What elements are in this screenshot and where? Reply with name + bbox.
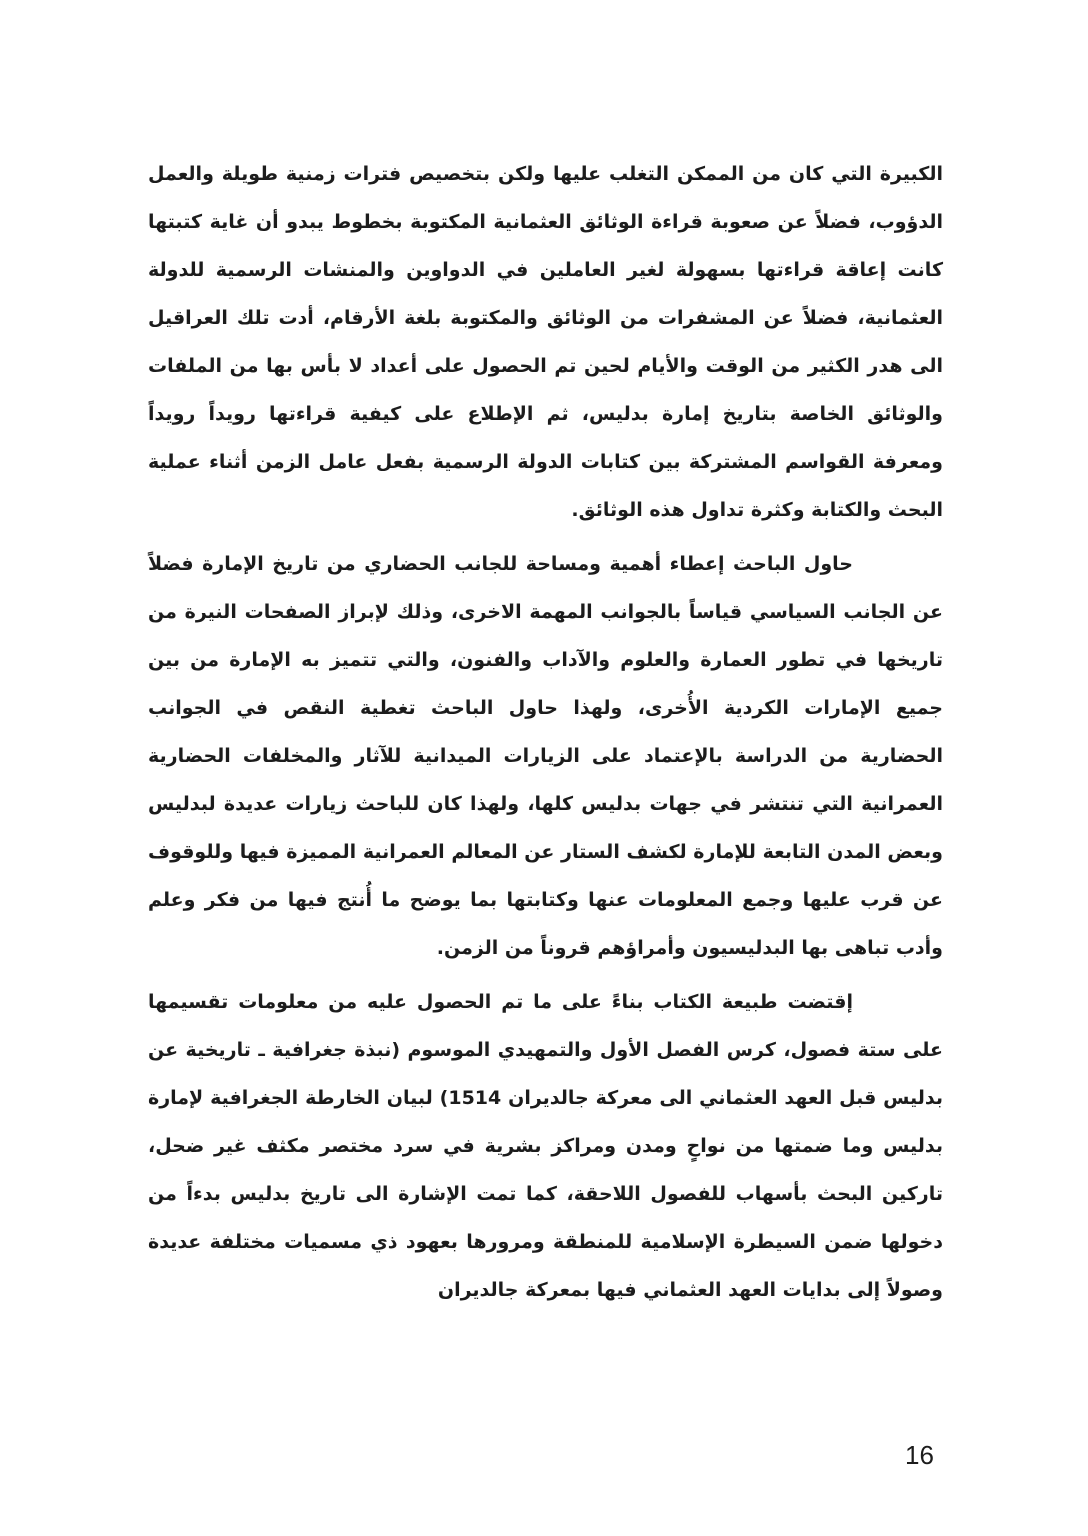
body-text — [148, 150, 943, 1314]
paragraph-1: الكبيرة التي كان من الممكن التغلب عليها ولكن بتخصيص فترات زمنية طويلة والعمل الدؤوب، فضلاً عن صعوبة قراءة الوثائق العثمانية المكتوبة بخطوط يبدو أن غاية كتبتها كانت إعاقة قراءتها بسهولة لغير العاملين في الدواوين والمنشات الرسمية للدولة العثمانية، فضلاً عن المشفرات من الوثائق والمكتوبة بلغة الأرقام، أدت تلك العراقيل الى هدر الكثير من الوقت والأيام لحين تم الحصول على أعداد لا بأس بها من الملفات والوثائق الخاصة بتاريخ إمارة بدليس، ثم الإطلاع على كيفية قراءتها رويداً رويداً ومعرفة القواسم المشتركة بين كتابات الدولة الرسمية بفعل عامل الزمن أثناء عملية البحث والكتابة وكثرة تداول هذه الوثائق. — [148, 163, 943, 521]
page-number: 16 — [905, 1440, 934, 1470]
paragraph-3: إقتضت طبيعة الكتاب بناءً على ما تم الحصول عليه من معلومات تقسيمها على ستة فصول، كرس الفصل الأول والتمهيدي الموسوم (نبذة جغرافية ـ تاريخية عن بدليس قبل العهد العثماني الى معركة جالديران 1514) لبيان الخارطة الجغرافية لإمارة بدليس وما ضمتها من نواحٍ ومدن ومراكز بشرية في سرد مختصر مكثف غير ضحل، تاركين البحث بأسهاب للفصول اللاحقة، كما تمت الإشارة الى تاريخ بدليس بدءاً من دخولها ضمن السيطرة الإسلامية للمنطقة ومرورها بعهود ذي مسميات مختلفة عديدة وصولاً إلى بدايات العهد العثماني فيها بمعركة جالديران — [148, 991, 943, 1301]
paragraph-2: حاول الباحث إعطاء أهمية ومساحة للجانب الحضاري من تاريخ الإمارة فضلاً عن الجانب السياسي قياساً بالجوانب المهمة الاخرى، وذلك لإبراز الصفحات النيرة من تاريخها في تطور العمارة والعلوم والآداب والفنون، والتي تتميز به الإمارة من بين جميع الإمارات الكردية الأُخرى، ولهذا حاول الباحث تغطية النقص في الجوانب الحضارية من الدراسة بالإعتماد على الزيارات الميدانية للآثار والمخلفات الحضارية العمرانية التي تنتشر في جهات بدليس كلها، ولهذا كان للباحث زيارات عديدة لبدليس وبعض المدن التابعة للإمارة لكشف الستار عن المعالم العمرانية المميزة فيها وللوقوف عن قرب عليها وجمع المعلومات عنها وكتابتها بما يوضح ما أُنتج فيها من فكر وعلم وأدب تباهى بها البدليسيون وأمراؤهم قروناً من الزمن. — [148, 553, 943, 959]
